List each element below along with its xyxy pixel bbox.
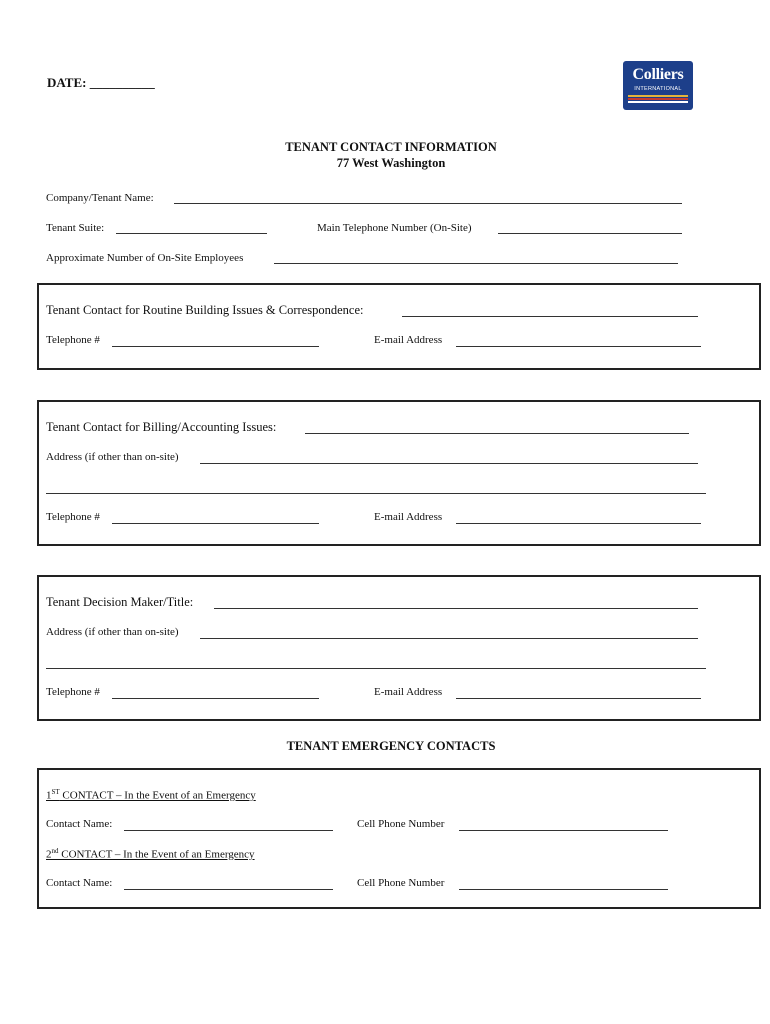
billing-telephone-field[interactable] <box>112 523 319 524</box>
decision-address-field[interactable] <box>200 638 698 639</box>
emergency-heading: TENANT EMERGENCY CONTACTS <box>286 739 496 753</box>
date-label: DATE: __________ <box>47 75 155 90</box>
logo-name: Colliers <box>632 66 684 83</box>
first-contact-sup: ST <box>51 788 60 796</box>
first-contact-name-label: Contact Name: <box>46 818 113 830</box>
employees-field[interactable] <box>274 263 678 264</box>
routine-email-field[interactable] <box>456 346 701 347</box>
billing-contact-field[interactable] <box>305 433 689 434</box>
employees-label: Approximate Number of On-Site Employees <box>46 252 244 264</box>
decision-email-field[interactable] <box>456 698 701 699</box>
tenant-suite-field[interactable] <box>116 233 267 234</box>
billing-address-line-2[interactable] <box>46 493 706 494</box>
logo-stripe-yellow <box>628 95 688 97</box>
first-cell-field[interactable] <box>459 830 668 831</box>
routine-telephone-label: Telephone # <box>46 334 100 346</box>
routine-contact-label: Tenant Contact for Routine Building Issues & Correspondence: <box>46 303 364 317</box>
second-cell-label: Cell Phone Number <box>357 877 445 889</box>
first-contact-num: 1 <box>46 789 52 802</box>
decision-maker-field[interactable] <box>214 608 698 609</box>
billing-email-label: E-mail Address <box>374 511 443 523</box>
main-phone-label: Main Telephone Number (On-Site) <box>317 222 472 234</box>
logo-stripe-white <box>628 101 688 103</box>
routine-contact-section <box>37 283 761 370</box>
second-contact-name-label: Contact Name: <box>46 877 113 889</box>
billing-address-field[interactable] <box>200 463 698 464</box>
first-contact-heading <box>46 788 256 802</box>
routine-contact-field[interactable] <box>402 316 698 317</box>
company-name-field[interactable] <box>174 203 682 204</box>
first-contact-name-field[interactable] <box>124 830 333 831</box>
routine-email-label: E-mail Address <box>374 334 443 346</box>
routine-telephone-field[interactable] <box>112 346 319 347</box>
colliers-logo <box>623 61 693 110</box>
decision-address-label: Address (if other than on-site) <box>46 626 179 638</box>
decision-telephone-label: Telephone # <box>46 686 100 698</box>
billing-address-label: Address (if other than on-site) <box>46 451 179 463</box>
decision-email-label: E-mail Address <box>374 686 443 698</box>
logo-subtitle: INTERNATIONAL <box>634 86 682 92</box>
decision-telephone-field[interactable] <box>112 698 319 699</box>
second-contact-heading <box>46 847 255 861</box>
decision-address-line-2[interactable] <box>46 668 706 669</box>
second-contact-text: CONTACT – In the Event of an Emergency <box>58 848 255 861</box>
second-contact-name-field[interactable] <box>124 889 333 890</box>
form-subtitle: 77 West Washington <box>336 156 446 170</box>
main-phone-field[interactable] <box>498 233 682 234</box>
company-name-label: Company/Tenant Name: <box>46 192 154 204</box>
first-cell-label: Cell Phone Number <box>357 818 445 830</box>
logo-stripe-red <box>628 98 688 100</box>
billing-email-field[interactable] <box>456 523 701 524</box>
billing-contact-label: Tenant Contact for Billing/Accounting Issues: <box>46 420 277 434</box>
tenant-suite-label: Tenant Suite: <box>46 222 105 234</box>
second-cell-field[interactable] <box>459 889 668 890</box>
second-contact-num: 2 <box>46 848 52 861</box>
form-title: TENANT CONTACT INFORMATION <box>285 140 497 154</box>
billing-telephone-label: Telephone # <box>46 511 100 523</box>
first-contact-text: CONTACT – In the Event of an Emergency <box>59 789 256 802</box>
second-contact-sup: nd <box>51 847 59 855</box>
decision-maker-label: Tenant Decision Maker/Title: <box>46 595 194 609</box>
